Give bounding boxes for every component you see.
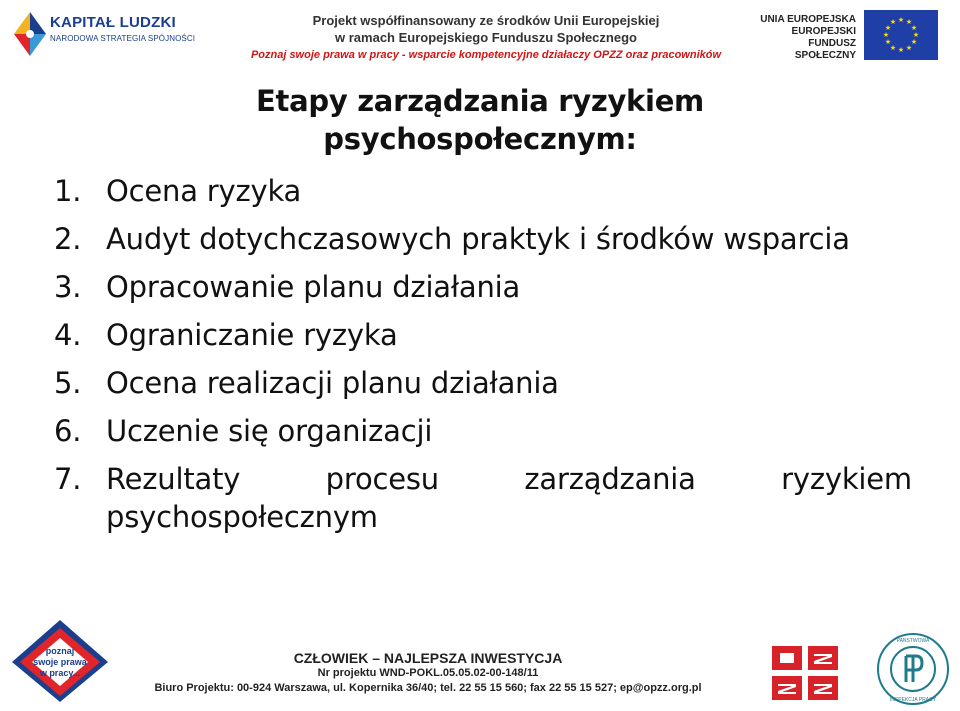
pip-logo [876,632,950,706]
step-text: Opracowanie planu działania [106,270,521,304]
project-line-1: Projekt współfinansowany ze środków Unii Europejskiej [312,13,660,28]
svg-text:★: ★ [910,38,918,46]
step-number: 5. [54,366,82,400]
svg-text:★: ★ [882,31,890,39]
list-item [54,220,912,258]
list-item [54,268,912,306]
svg-text:★: ★ [905,18,913,26]
footer-text [138,650,718,696]
eu-line-1: UNIA EUROPEJSKA [760,14,856,25]
page-title [200,82,760,158]
list-item [54,412,912,450]
footer-heading: CZŁOWIEK – NAJLEPSZA INWESTYCJA [293,650,563,666]
step-text: Ograniczanie ryzyka [106,318,398,352]
step-number: 7. [54,462,82,496]
title-line-2: psychospołecznym: [323,122,637,156]
poznaj-swoje-prawa-logo [10,618,110,704]
project-info [246,12,726,61]
list-item [54,172,912,210]
step-text: Uczenie się organizacji [106,414,433,448]
risk-steps-list [54,172,912,546]
svg-text:★: ★ [905,44,913,52]
eu-line-3: FUNDUSZ SPOŁECZNY [794,38,856,61]
step-number: 2. [54,222,82,256]
list-item [54,364,912,402]
list-item [54,316,912,354]
project-line-3: Poznaj swoje prawa w pracy - wsparcie kompetencyjne działaczy OPZZ oraz pracowników [250,49,722,61]
footer-bar [0,612,960,711]
footer-project-number: Nr projektu WND-POKL.05.05.02-00-148/11 [317,667,539,679]
opzz-logo [770,644,840,702]
step-number: 3. [54,270,82,304]
eu-line-2: EUROPEJSKI [791,26,856,37]
svg-text:★: ★ [889,44,897,52]
svg-text:w pracy...: w pracy... [39,668,81,678]
step-number: 4. [54,318,82,352]
svg-text:★: ★ [884,38,892,46]
svg-text:swoje prawa: swoje prawa [33,657,87,667]
footer-office-address: Biuro Projektu: 00-924 Warszawa, ul. Kopernika 36/40; tel. 22 55 15 560; fax 22 55 15 527; ep@opzz.org.pl [154,682,702,694]
svg-text:★: ★ [897,46,905,54]
svg-text:★: ★ [889,18,897,26]
kapital-ludzki-subtitle: NARODOWA STRATEGIA SPÓJNOŚCI [50,34,196,43]
step-number: 1. [54,174,82,208]
svg-text:★: ★ [884,24,892,32]
svg-text:★: ★ [910,24,918,32]
svg-text:★: ★ [912,31,920,39]
kapital-ludzki-emblem-icon [8,6,52,62]
step-text: Ocena ryzyka [106,174,302,208]
svg-text:INSPEKCJA PRACY: INSPEKCJA PRACY [889,697,937,703]
svg-text:★: ★ [897,16,905,24]
eu-flag-icon [864,10,938,60]
step-text: Audyt dotychczasowych praktyk i środków wsparcia [106,222,850,256]
header-bar [0,0,960,72]
project-line-2: w ramach Europejskiego Funduszu Społecznego [335,30,637,45]
step-text: Rezultaty procesu zarządzania ryzykiem psychospołecznym [106,462,912,534]
kapital-ludzki-title: KAPITAŁ LUDZKI [50,14,176,31]
step-number: 6. [54,414,82,448]
svg-text:PAŃSTWOWA: PAŃSTWOWA [896,638,930,644]
list-item [54,460,912,536]
svg-text:poznaj: poznaj [45,646,75,656]
title-line-1: Etapy zarządzania ryzykiem [256,84,704,118]
eu-text [752,14,856,62]
step-text: Ocena realizacji planu działania [106,366,559,400]
